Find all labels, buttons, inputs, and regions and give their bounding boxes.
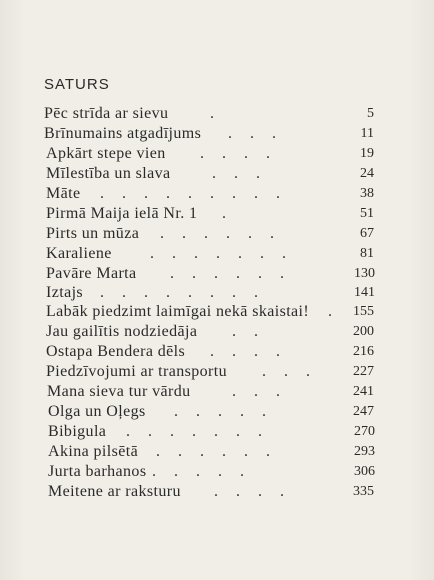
toc-entry-leader-dots: . . . . . . . . . — [100, 185, 287, 202]
toc-entry — [0, 283, 434, 303]
toc-entry — [0, 442, 434, 462]
toc-entry-page-number: 227 — [353, 364, 374, 379]
toc-entry-title: Pirmā Maija ielā Nr. 1 — [46, 205, 198, 222]
toc-entry-leader-dots: . . . . . . . . — [100, 284, 265, 301]
toc-entry-page-number: 155 — [353, 304, 374, 319]
toc-entry-title: Iztajs — [46, 284, 84, 301]
toc-entry-page-number: 247 — [353, 404, 374, 419]
toc-entry-page-number: 141 — [354, 285, 375, 300]
toc-entry-page-number: 335 — [353, 484, 374, 499]
toc-entry-leader-dots: . . . . . . — [160, 225, 281, 242]
toc-entry-leader-dots: . . . — [262, 363, 317, 380]
toc-entry-page-number: 270 — [354, 424, 375, 439]
toc-entry-title: Pēc strīda ar sievu — [44, 105, 169, 122]
toc-entry-title: Olga un Oļegs — [48, 403, 146, 420]
toc-entry-title: Bibigula — [48, 423, 107, 440]
toc-entry-leader-dots: . — [210, 105, 221, 122]
toc-entry — [0, 382, 434, 402]
toc-entry — [0, 184, 434, 204]
toc-entry — [0, 402, 434, 422]
toc-entry — [0, 224, 434, 244]
toc-entry-title: Labāk piedzimt laimīgai nekā skaistai! — [46, 303, 310, 320]
toc-entry-title: Māte — [46, 185, 81, 202]
toc-entry-page-number: 67 — [360, 226, 374, 241]
toc-entry-title: Mīlestība un slava — [46, 165, 171, 182]
toc-entry-title: Karaliene — [46, 245, 112, 262]
toc-entry-page-number: 200 — [353, 324, 374, 339]
toc-entry-title: Pavāre Marta — [46, 265, 137, 282]
toc-entry-page-number: 11 — [360, 126, 374, 141]
toc-entry-leader-dots: . . . — [228, 125, 283, 142]
toc-entry — [0, 144, 434, 164]
toc-entry-leader-dots: . . . — [212, 165, 267, 182]
toc-entry-title: Brīnumains atgadījums — [44, 125, 202, 142]
toc-entry-page-number: 24 — [360, 166, 374, 181]
toc-entry-title: Ostapa Bendera dēls — [46, 343, 186, 360]
toc-entry-page-number: 306 — [354, 464, 375, 479]
toc-entry-leader-dots: . . . . . . . — [150, 245, 293, 262]
toc-entry — [0, 104, 434, 124]
toc-entry — [0, 164, 434, 184]
toc-entry-title: Apkārt stepe vien — [46, 145, 166, 162]
toc-entry-page-number: 38 — [360, 186, 374, 201]
toc-entry-leader-dots: . . . . . . . — [126, 423, 269, 440]
toc-entry — [0, 322, 434, 342]
toc-entry — [0, 264, 434, 284]
toc-entry-leader-dots: . — [328, 303, 339, 320]
toc-entry-page-number: 130 — [354, 266, 375, 281]
toc-entry-page-number: 51 — [360, 206, 374, 221]
toc-entry-title: Pirts un mūza — [46, 225, 140, 242]
toc-entry-title: Akina pilsētā — [48, 443, 139, 460]
toc-entry-leader-dots: . . . . — [210, 343, 287, 360]
toc-entry-page-number: 241 — [353, 384, 374, 399]
toc-entry — [0, 362, 434, 382]
toc-entry-leader-dots: . . . . . . — [156, 443, 277, 460]
toc-entry — [0, 482, 434, 502]
toc-entry-leader-dots: . . . . — [214, 483, 291, 500]
toc-entry-page-number: 293 — [354, 444, 375, 459]
toc-entry-leader-dots: . . — [232, 323, 265, 340]
toc-entry-page-number: 216 — [353, 344, 374, 359]
toc-entry — [0, 422, 434, 442]
toc-entry-leader-dots: . — [222, 205, 233, 222]
toc-entry — [0, 124, 434, 144]
toc-entry-title: Piedzīvojumi ar transportu — [46, 363, 228, 380]
toc-heading: SATURS — [44, 76, 110, 93]
toc-entry — [0, 204, 434, 224]
toc-entry — [0, 462, 434, 482]
toc-entry-leader-dots: . . . — [232, 383, 287, 400]
toc-entry-page-number: 81 — [360, 246, 374, 261]
toc-entry-page-number: 5 — [367, 106, 374, 121]
toc-entry-leader-dots: . . . . — [200, 145, 277, 162]
toc-entry-leader-dots: . . . . . . — [170, 265, 291, 282]
toc-entry — [0, 342, 434, 362]
toc-entry-leader-dots: . . . . . — [174, 403, 273, 420]
toc-entry — [0, 244, 434, 264]
toc-entry-title: Jurta barhanos — [48, 463, 147, 480]
toc-entry — [0, 302, 434, 322]
toc-entry-page-number: 19 — [360, 146, 374, 161]
toc-entry-leader-dots: . . . . . — [152, 463, 251, 480]
toc-entry-title: Mana sieva tur vārdu — [47, 383, 191, 400]
toc-entry-title: Jau gailītis nodziedāja — [46, 323, 198, 340]
toc-entry-title: Meitene ar raksturu — [48, 483, 181, 500]
